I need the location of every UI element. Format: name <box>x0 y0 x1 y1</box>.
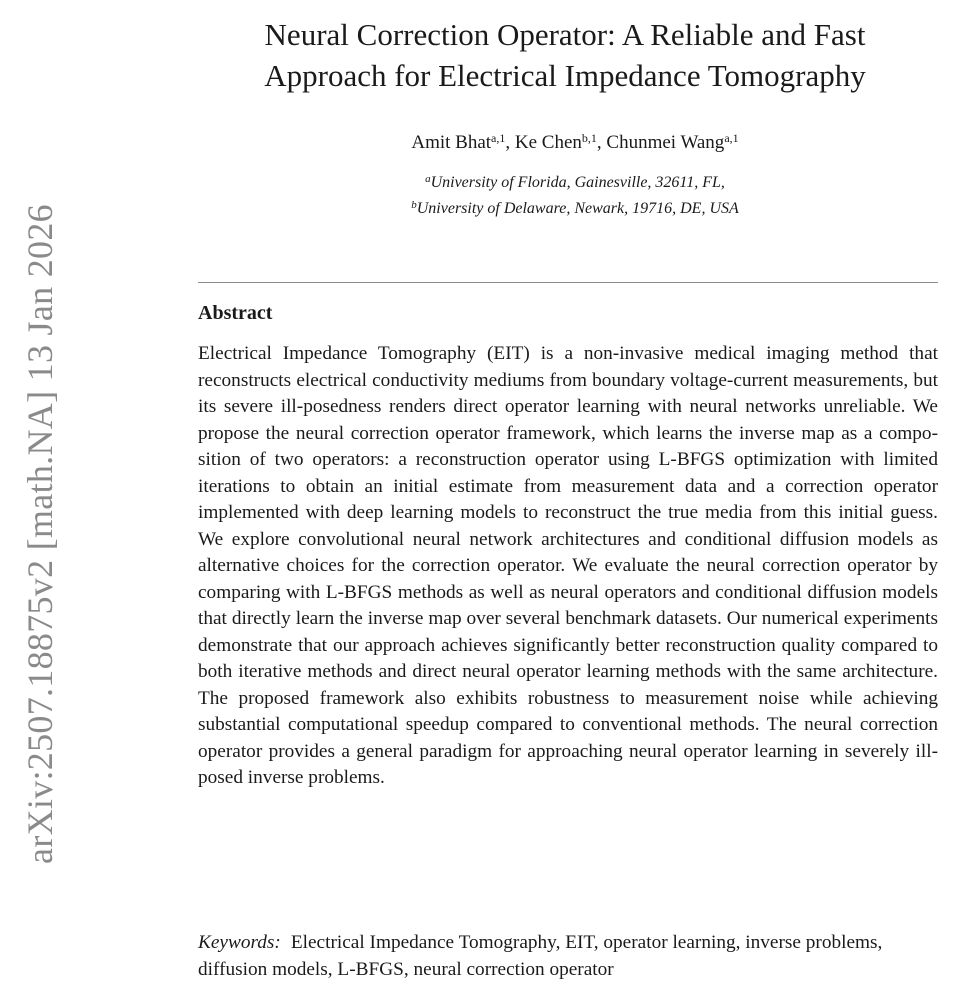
abstract-body: Electrical Impedance Tomography (EIT) is a non-invasive medical imaging method that reconstructs electrical conductivity mediums from boundary voltage-current measurements, but its severe ill-posedness renders direct operator learning with neural networks unreliable. We propose the neural correction operator framework, which learns the inverse map as a composition of two operators: a reconstruction operator using L-BFGS optimization with limited iterations to obtain an initial estimate from measurement data and a correction operator implemented with deep learning models to reconstruct the true media from this initial guess. We explore convolutional neural network architectures and conditional diffusion models as alternative choices for the correction operator. We evaluate the neural correction operator by comparing with L-BFGS methods as well as neural operators and conditional diffusion models that directly learn the inverse map over several benchmark datasets. Our numerical experiments demonstrate that our approach achieves significantly better reconstruction quality compared to both iterative methods and direct neural operator learning methods with the same architecture. The proposed framework also exhibits robustness to measurement noise while achieving substantial computational speedup compared to conventional methods. The neural correction operator provides a general paradigm for approaching neural operator learning in severely ill-posed inverse problems. <box>198 343 938 788</box>
paper-title-line-1: Neural Correction Operator: A Reliable and Fast <box>264 17 866 52</box>
paper-title-line-2: Approach for Electrical Impedance Tomography <box>264 58 866 93</box>
affiliation-line <box>210 168 940 194</box>
author-affiliation-marker: a,1 <box>724 131 739 145</box>
author-affiliation-marker: b,1 <box>581 131 597 145</box>
affiliation-marker: a <box>425 173 431 185</box>
keywords-block <box>198 930 938 983</box>
author-name: Amit Bhat <box>411 132 492 153</box>
affiliation-text: University of Delaware, Newark, 19716, DE, USA <box>416 200 739 217</box>
author-separator: , <box>596 132 607 153</box>
arxiv-identifier-stamp: arXiv:2507.18875v2 [math.NA] 13 Jan 2026 <box>20 204 60 864</box>
author-list <box>210 126 940 155</box>
affiliation-list <box>210 168 940 220</box>
author-name: Chunmei Wang <box>606 132 725 153</box>
paper-title <box>210 14 920 96</box>
keywords-label: Keywords: <box>198 932 281 953</box>
author-separator: , <box>505 132 515 153</box>
affiliation-line <box>210 194 940 220</box>
keywords-text: Electrical Impedance Tomography, EIT, operator learning, inverse problems, diffusion models, L-BFGS, neural correction operator <box>198 932 883 980</box>
affiliation-marker: b <box>411 199 417 211</box>
author-affiliation-marker: a,1 <box>491 131 506 145</box>
affiliation-text: University of Florida, Gainesville, 32611, FL, <box>430 174 725 191</box>
abstract-heading: Abstract <box>198 302 273 324</box>
author-name: Ke Chen <box>514 132 582 153</box>
section-divider <box>198 282 938 283</box>
